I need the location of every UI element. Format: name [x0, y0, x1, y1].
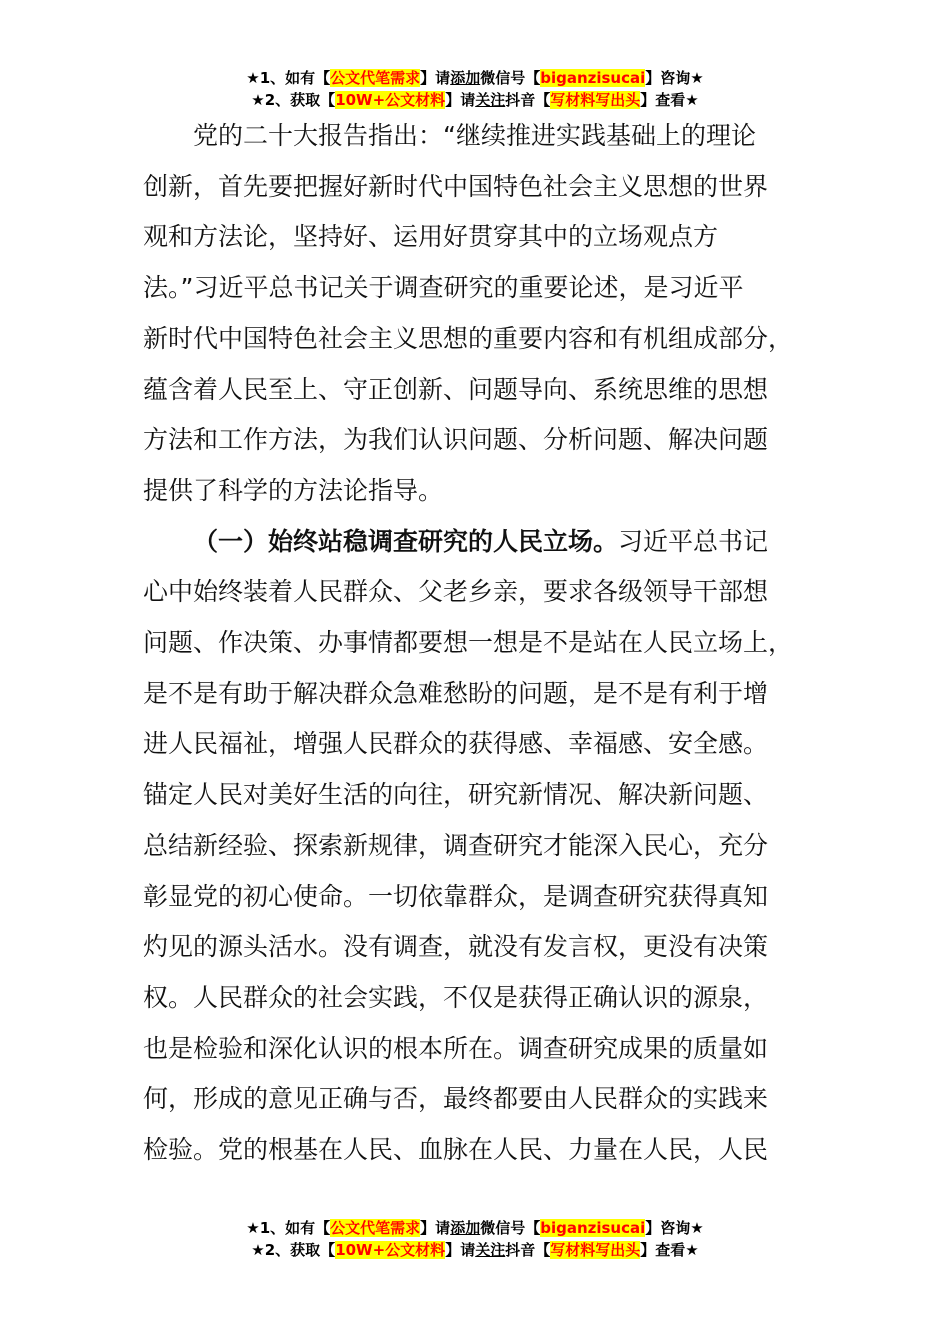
- body-line: 创新，首先要把握好新时代中国特色社会主义思想的世界: [143, 171, 769, 201]
- top-banner: [0, 67, 950, 111]
- banner-text: 】咨询★: [645, 69, 704, 87]
- banner-line-2: [0, 89, 950, 111]
- banner-text: 】请: [420, 69, 451, 87]
- banner-text: ★2、获取【: [251, 1241, 336, 1259]
- banner-text: 】查看★: [640, 91, 699, 109]
- body-line: 彰显党的初心使命。一切依靠群众，是调查研究获得真知: [143, 881, 769, 911]
- banner-emphasis: 添加: [450, 1219, 481, 1237]
- body-line: 权。人民群众的社会实践，不仅是获得正确认识的源泉，: [143, 982, 769, 1012]
- body-line: 总结新经验、探索新规律，调查研究才能深入民心，充分: [143, 830, 769, 860]
- banner-text: ★1、如有【: [246, 69, 331, 87]
- body-line: 是不是有助于解决群众急难愁盼的问题，是不是有利于增: [143, 678, 769, 708]
- body-line: 问题、作决策、办事情都要想一想是不是站在人民立场上，: [143, 628, 794, 658]
- banner-text: 】请: [445, 91, 476, 109]
- banner-text: 抖音【: [505, 91, 551, 109]
- banner-text: 】请: [420, 1219, 451, 1237]
- bottom-banner: [0, 1217, 950, 1261]
- section-heading-line: [143, 517, 808, 568]
- body-line: 心中始终装着人民群众、父老乡亲，要求各级领导干部想: [143, 577, 769, 607]
- banner-highlight: biganzisucai: [540, 1219, 646, 1237]
- body-line: 提供了科学的方法论指导。: [143, 475, 444, 505]
- body-line: 观和方法论，坚持好、运用好贯穿其中的立场观点方: [143, 222, 719, 252]
- banner-highlight: 10W+公文材料: [335, 91, 446, 109]
- body-text: 习近平总书记: [618, 526, 769, 556]
- body-line: 灼见的源头活水。没有调查，就没有发言权，更没有决策: [143, 932, 769, 962]
- banner-emphasis: 添加: [450, 69, 481, 87]
- banner-emphasis: 关注: [475, 91, 506, 109]
- banner-text: 】查看★: [640, 1241, 699, 1259]
- banner-highlight: 公文代笔需求: [330, 69, 421, 87]
- banner-text: 抖音【: [505, 1241, 551, 1259]
- body-line: 进人民福祉，增强人民群众的获得感、幸福感、安全感。: [143, 729, 769, 759]
- body-line: 法。”习近平总书记关于调查研究的重要论述，是习近平: [143, 273, 744, 303]
- section-heading: （一）始终站稳调查研究的人民立场。: [193, 526, 619, 556]
- banner-line-1: [0, 1217, 950, 1239]
- body-line: 方法和工作方法，为我们认识问题、分析问题、解决问题: [143, 425, 769, 455]
- body-line: 检验。党的根基在人民、血脉在人民、力量在人民，人民: [143, 1135, 769, 1165]
- body-line: 也是检验和深化认识的根本所在。调查研究成果的质量如: [143, 1033, 769, 1063]
- banner-text: 】请: [445, 1241, 476, 1259]
- banner-highlight: 写材料写出头: [550, 91, 641, 109]
- banner-text: 微信号【: [480, 1219, 541, 1237]
- banner-text: 微信号【: [480, 69, 541, 87]
- banner-highlight: 10W+公文材料: [335, 1241, 446, 1259]
- body-line: 蕴含着人民至上、守正创新、问题导向、系统思维的思想: [143, 374, 769, 404]
- document-body: [143, 111, 808, 1176]
- banner-line-1: [0, 67, 950, 89]
- banner-highlight: 写材料写出头: [550, 1241, 641, 1259]
- body-line: 党的二十大报告指出：“继续推进实践基础上的理论: [193, 121, 756, 150]
- body-line: 锚定人民对美好生活的向往，研究新情况、解决新问题、: [143, 780, 769, 810]
- banner-highlight: biganzisucai: [540, 69, 646, 87]
- banner-text: 】咨询★: [645, 1219, 704, 1237]
- banner-emphasis: 关注: [475, 1241, 506, 1259]
- banner-text: ★2、获取【: [251, 91, 336, 109]
- banner-text: ★1、如有【: [246, 1219, 331, 1237]
- banner-line-2: [0, 1239, 950, 1261]
- body-line: 何，形成的意见正确与否，最终都要由人民群众的实践来: [143, 1084, 769, 1114]
- body-line: 新时代中国特色社会主义思想的重要内容和有机组成部分，: [143, 323, 794, 353]
- banner-highlight: 公文代笔需求: [330, 1219, 421, 1237]
